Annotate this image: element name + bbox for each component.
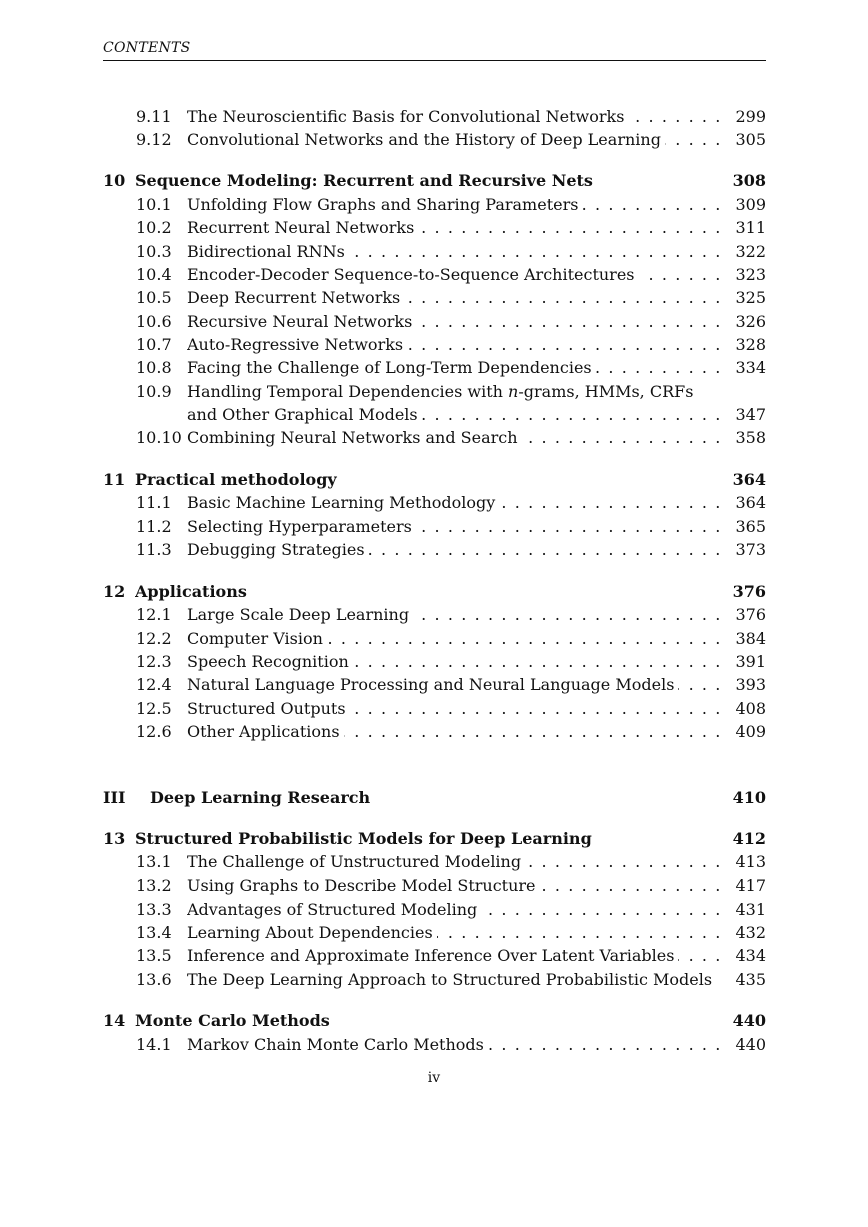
toc-section-entry[interactable] bbox=[103, 380, 766, 403]
toc-section-entry[interactable] bbox=[103, 240, 766, 263]
entry-title: Debugging Strategies . . . bbox=[187, 538, 722, 561]
entry-title: Sequence Modeling: Recurrent and Recursive Nets bbox=[135, 169, 726, 192]
entry-number: 10.10 bbox=[136, 428, 182, 447]
entry-page-number: 334 bbox=[735, 358, 766, 377]
entry-page-number: 432 bbox=[735, 923, 766, 942]
toc-section-entry[interactable] bbox=[103, 193, 766, 216]
entry-page-number: 435 bbox=[735, 970, 766, 989]
entry-page-number: 311 bbox=[735, 218, 766, 237]
running-head: CONTENTS bbox=[103, 40, 191, 56]
entry-number: 9.12 bbox=[136, 130, 172, 149]
entry-title: Recursive Neural Networks . . . bbox=[187, 310, 722, 333]
entry-page-number: 431 bbox=[735, 900, 766, 919]
entry-title: Advantages of Structured Modeling . . . bbox=[187, 898, 722, 921]
entry-page-number: 326 bbox=[735, 312, 766, 331]
entry-title-part: -grams, HMMs, CRFs bbox=[518, 382, 694, 401]
toc-section-entry[interactable] bbox=[103, 128, 766, 151]
entry-number: 12.2 bbox=[136, 629, 172, 648]
entry-title: Using Graphs to Describe Model Structure . . . bbox=[187, 874, 722, 897]
entry-title: Auto-Regressive Networks . . . bbox=[187, 333, 722, 356]
entry-number: 12 bbox=[103, 582, 126, 601]
entry-title: Facing the Challenge of Long-Term Dependencies . . . bbox=[187, 356, 722, 379]
entry-page-number: 365 bbox=[735, 517, 766, 536]
entry-page-number: 299 bbox=[735, 107, 766, 126]
toc-section-entry[interactable] bbox=[103, 356, 766, 379]
toc-section-entry[interactable] bbox=[103, 921, 766, 944]
toc-chapter-entry[interactable] bbox=[103, 580, 766, 603]
toc-section-entry[interactable] bbox=[103, 673, 766, 696]
page-number: iv bbox=[427, 1070, 441, 1086]
toc-section-entry[interactable] bbox=[103, 426, 766, 449]
entry-title: Encoder-Decoder Sequence-to-Sequence Architectures . . . bbox=[187, 263, 722, 286]
entry-page-number: 393 bbox=[735, 675, 766, 694]
entry-title: Deep Recurrent Networks . . . bbox=[187, 286, 722, 309]
entry-page-number: 376 bbox=[732, 582, 766, 601]
entry-page-number: 347 bbox=[735, 405, 766, 424]
entry-title: and Other Graphical Models . . . bbox=[187, 403, 722, 426]
entry-number: 12.3 bbox=[136, 652, 172, 671]
entry-number: 10.6 bbox=[136, 312, 172, 331]
entry-page-number: 410 bbox=[732, 788, 766, 807]
entry-page-number: 364 bbox=[732, 470, 766, 489]
toc-chapter-entry[interactable] bbox=[103, 1009, 766, 1032]
entry-page-number: 358 bbox=[735, 428, 766, 447]
entry-title: Speech Recognition . . . bbox=[187, 650, 722, 673]
toc-section-entry[interactable] bbox=[103, 538, 766, 561]
entry-title: Practical methodology bbox=[135, 468, 726, 491]
entry-page-number: 373 bbox=[735, 540, 766, 559]
entry-page-number: 309 bbox=[735, 195, 766, 214]
toc-section-entry[interactable] bbox=[103, 105, 766, 128]
entry-page-number: 325 bbox=[735, 288, 766, 307]
toc-chapter-entry[interactable] bbox=[103, 468, 766, 491]
toc-section-entry[interactable] bbox=[103, 898, 766, 921]
entry-number: 13.5 bbox=[136, 946, 172, 965]
entry-title bbox=[187, 380, 722, 403]
toc-section-entry[interactable] bbox=[103, 720, 766, 743]
entry-number: 10.3 bbox=[136, 242, 172, 261]
entry-number: 14 bbox=[103, 1011, 126, 1030]
entry-title: Selecting Hyperparameters . . . bbox=[187, 515, 722, 538]
entry-title: Learning About Dependencies . . . bbox=[187, 921, 722, 944]
entry-title: Basic Machine Learning Methodology . . . bbox=[187, 491, 722, 514]
toc-section-entry[interactable] bbox=[103, 263, 766, 286]
entry-title: Computer Vision . . . bbox=[187, 627, 722, 650]
entry-number: 10.8 bbox=[136, 358, 172, 377]
entry-page-number: 384 bbox=[735, 629, 766, 648]
entry-page-number: 409 bbox=[735, 722, 766, 741]
header-rule bbox=[103, 60, 766, 61]
entry-title: The Neuroscientific Basis for Convolutional Networks . . . bbox=[187, 105, 722, 128]
toc-section-entry[interactable] bbox=[103, 491, 766, 514]
toc-section-entry[interactable] bbox=[103, 310, 766, 333]
toc-section-entry[interactable] bbox=[103, 627, 766, 650]
entry-page-number: 413 bbox=[735, 852, 766, 871]
entry-number: 12.1 bbox=[136, 605, 172, 624]
entry-number: 12.5 bbox=[136, 699, 172, 718]
entry-number: 10.1 bbox=[136, 195, 172, 214]
entry-page-number: 376 bbox=[735, 605, 766, 624]
entry-number: 9.11 bbox=[136, 107, 172, 126]
entry-page-number: 412 bbox=[732, 829, 766, 848]
entry-title: The Deep Learning Approach to Structured Probabilistic Models bbox=[187, 968, 722, 991]
toc-section-entry[interactable] bbox=[103, 515, 766, 538]
entry-title: Combining Neural Networks and Search . . . bbox=[187, 426, 722, 449]
entry-number: 12.4 bbox=[136, 675, 172, 694]
toc-section-entry[interactable] bbox=[103, 333, 766, 356]
entry-title: Natural Language Processing and Neural Language Models . . . bbox=[187, 673, 722, 696]
entry-number: 11.3 bbox=[136, 540, 172, 559]
entry-number: 13.3 bbox=[136, 900, 172, 919]
entry-title: The Challenge of Unstructured Modeling . . . bbox=[187, 850, 722, 873]
entry-number: 10.2 bbox=[136, 218, 172, 237]
entry-title: Monte Carlo Methods bbox=[135, 1009, 726, 1032]
entry-number: 10.4 bbox=[136, 265, 172, 284]
entry-page-number: 440 bbox=[732, 1011, 766, 1030]
entry-page-number: 305 bbox=[735, 130, 766, 149]
toc-section-entry[interactable] bbox=[103, 968, 766, 991]
entry-title: Structured Outputs . . . bbox=[187, 697, 722, 720]
entry-page-number: 308 bbox=[732, 171, 766, 190]
entry-page-number: 328 bbox=[735, 335, 766, 354]
entry-number: 12.6 bbox=[136, 722, 172, 741]
entry-number: 11.2 bbox=[136, 517, 172, 536]
entry-number: 10.9 bbox=[136, 382, 172, 401]
entry-page-number: 322 bbox=[735, 242, 766, 261]
toc-section-entry[interactable] bbox=[103, 944, 766, 967]
toc-section-entry[interactable] bbox=[103, 874, 766, 897]
entry-title: Inference and Approximate Inference Over Latent Variables . . . bbox=[187, 944, 722, 967]
entry-number: 13.6 bbox=[136, 970, 172, 989]
entry-number: 11.1 bbox=[136, 493, 172, 512]
entry-number: 13.1 bbox=[136, 852, 172, 871]
entry-page-number: 391 bbox=[735, 652, 766, 671]
toc-section-entry[interactable] bbox=[103, 650, 766, 673]
entry-title: Unfolding Flow Graphs and Sharing Parameters . . . bbox=[187, 193, 722, 216]
entry-title: Deep Learning Research bbox=[150, 786, 726, 809]
entry-title: Structured Probabilistic Models for Deep Learning bbox=[135, 827, 726, 850]
entry-number: 13.4 bbox=[136, 923, 172, 942]
toc-section-entry[interactable] bbox=[103, 850, 766, 873]
entry-number: III bbox=[103, 788, 126, 807]
entry-number: 10 bbox=[103, 171, 126, 190]
entry-title: Convolutional Networks and the History of Deep Learning . . . bbox=[187, 128, 722, 151]
toc-section-entry[interactable] bbox=[103, 286, 766, 309]
entry-title: Markov Chain Monte Carlo Methods . . . bbox=[187, 1033, 722, 1056]
entry-number: 13 bbox=[103, 829, 126, 848]
entry-number: 11 bbox=[103, 470, 126, 489]
entry-title: Other Applications . . . bbox=[187, 720, 722, 743]
entry-title-part: Handling Temporal Dependencies with bbox=[187, 382, 509, 401]
toc-section-entry[interactable] bbox=[103, 216, 766, 239]
entry-page-number: 364 bbox=[735, 493, 766, 512]
toc-part-entry[interactable] bbox=[103, 786, 766, 809]
entry-title-variable: n bbox=[508, 382, 519, 401]
entry-page-number: 434 bbox=[735, 946, 766, 965]
entry-page-number: 323 bbox=[735, 265, 766, 284]
entry-number: 13.2 bbox=[136, 876, 172, 895]
entry-page-number: 440 bbox=[735, 1035, 766, 1054]
entry-number: 10.7 bbox=[136, 335, 172, 354]
entry-title: Recurrent Neural Networks . . . bbox=[187, 216, 722, 239]
toc-chapter-entry[interactable] bbox=[103, 827, 766, 850]
entry-title: Bidirectional RNNs . . . bbox=[187, 240, 722, 263]
toc-section-entry[interactable] bbox=[103, 1033, 766, 1056]
entry-title: Applications bbox=[135, 580, 726, 603]
entry-number: 14.1 bbox=[136, 1035, 172, 1054]
entry-title: Large Scale Deep Learning . . . bbox=[187, 603, 722, 626]
toc-section-entry[interactable] bbox=[103, 603, 766, 626]
toc-section-entry[interactable] bbox=[103, 697, 766, 720]
toc-chapter-entry[interactable] bbox=[103, 169, 766, 192]
entry-page-number: 417 bbox=[735, 876, 766, 895]
toc-section-entry[interactable] bbox=[103, 403, 766, 426]
entry-page-number: 408 bbox=[735, 699, 766, 718]
entry-number: 10.5 bbox=[136, 288, 172, 307]
